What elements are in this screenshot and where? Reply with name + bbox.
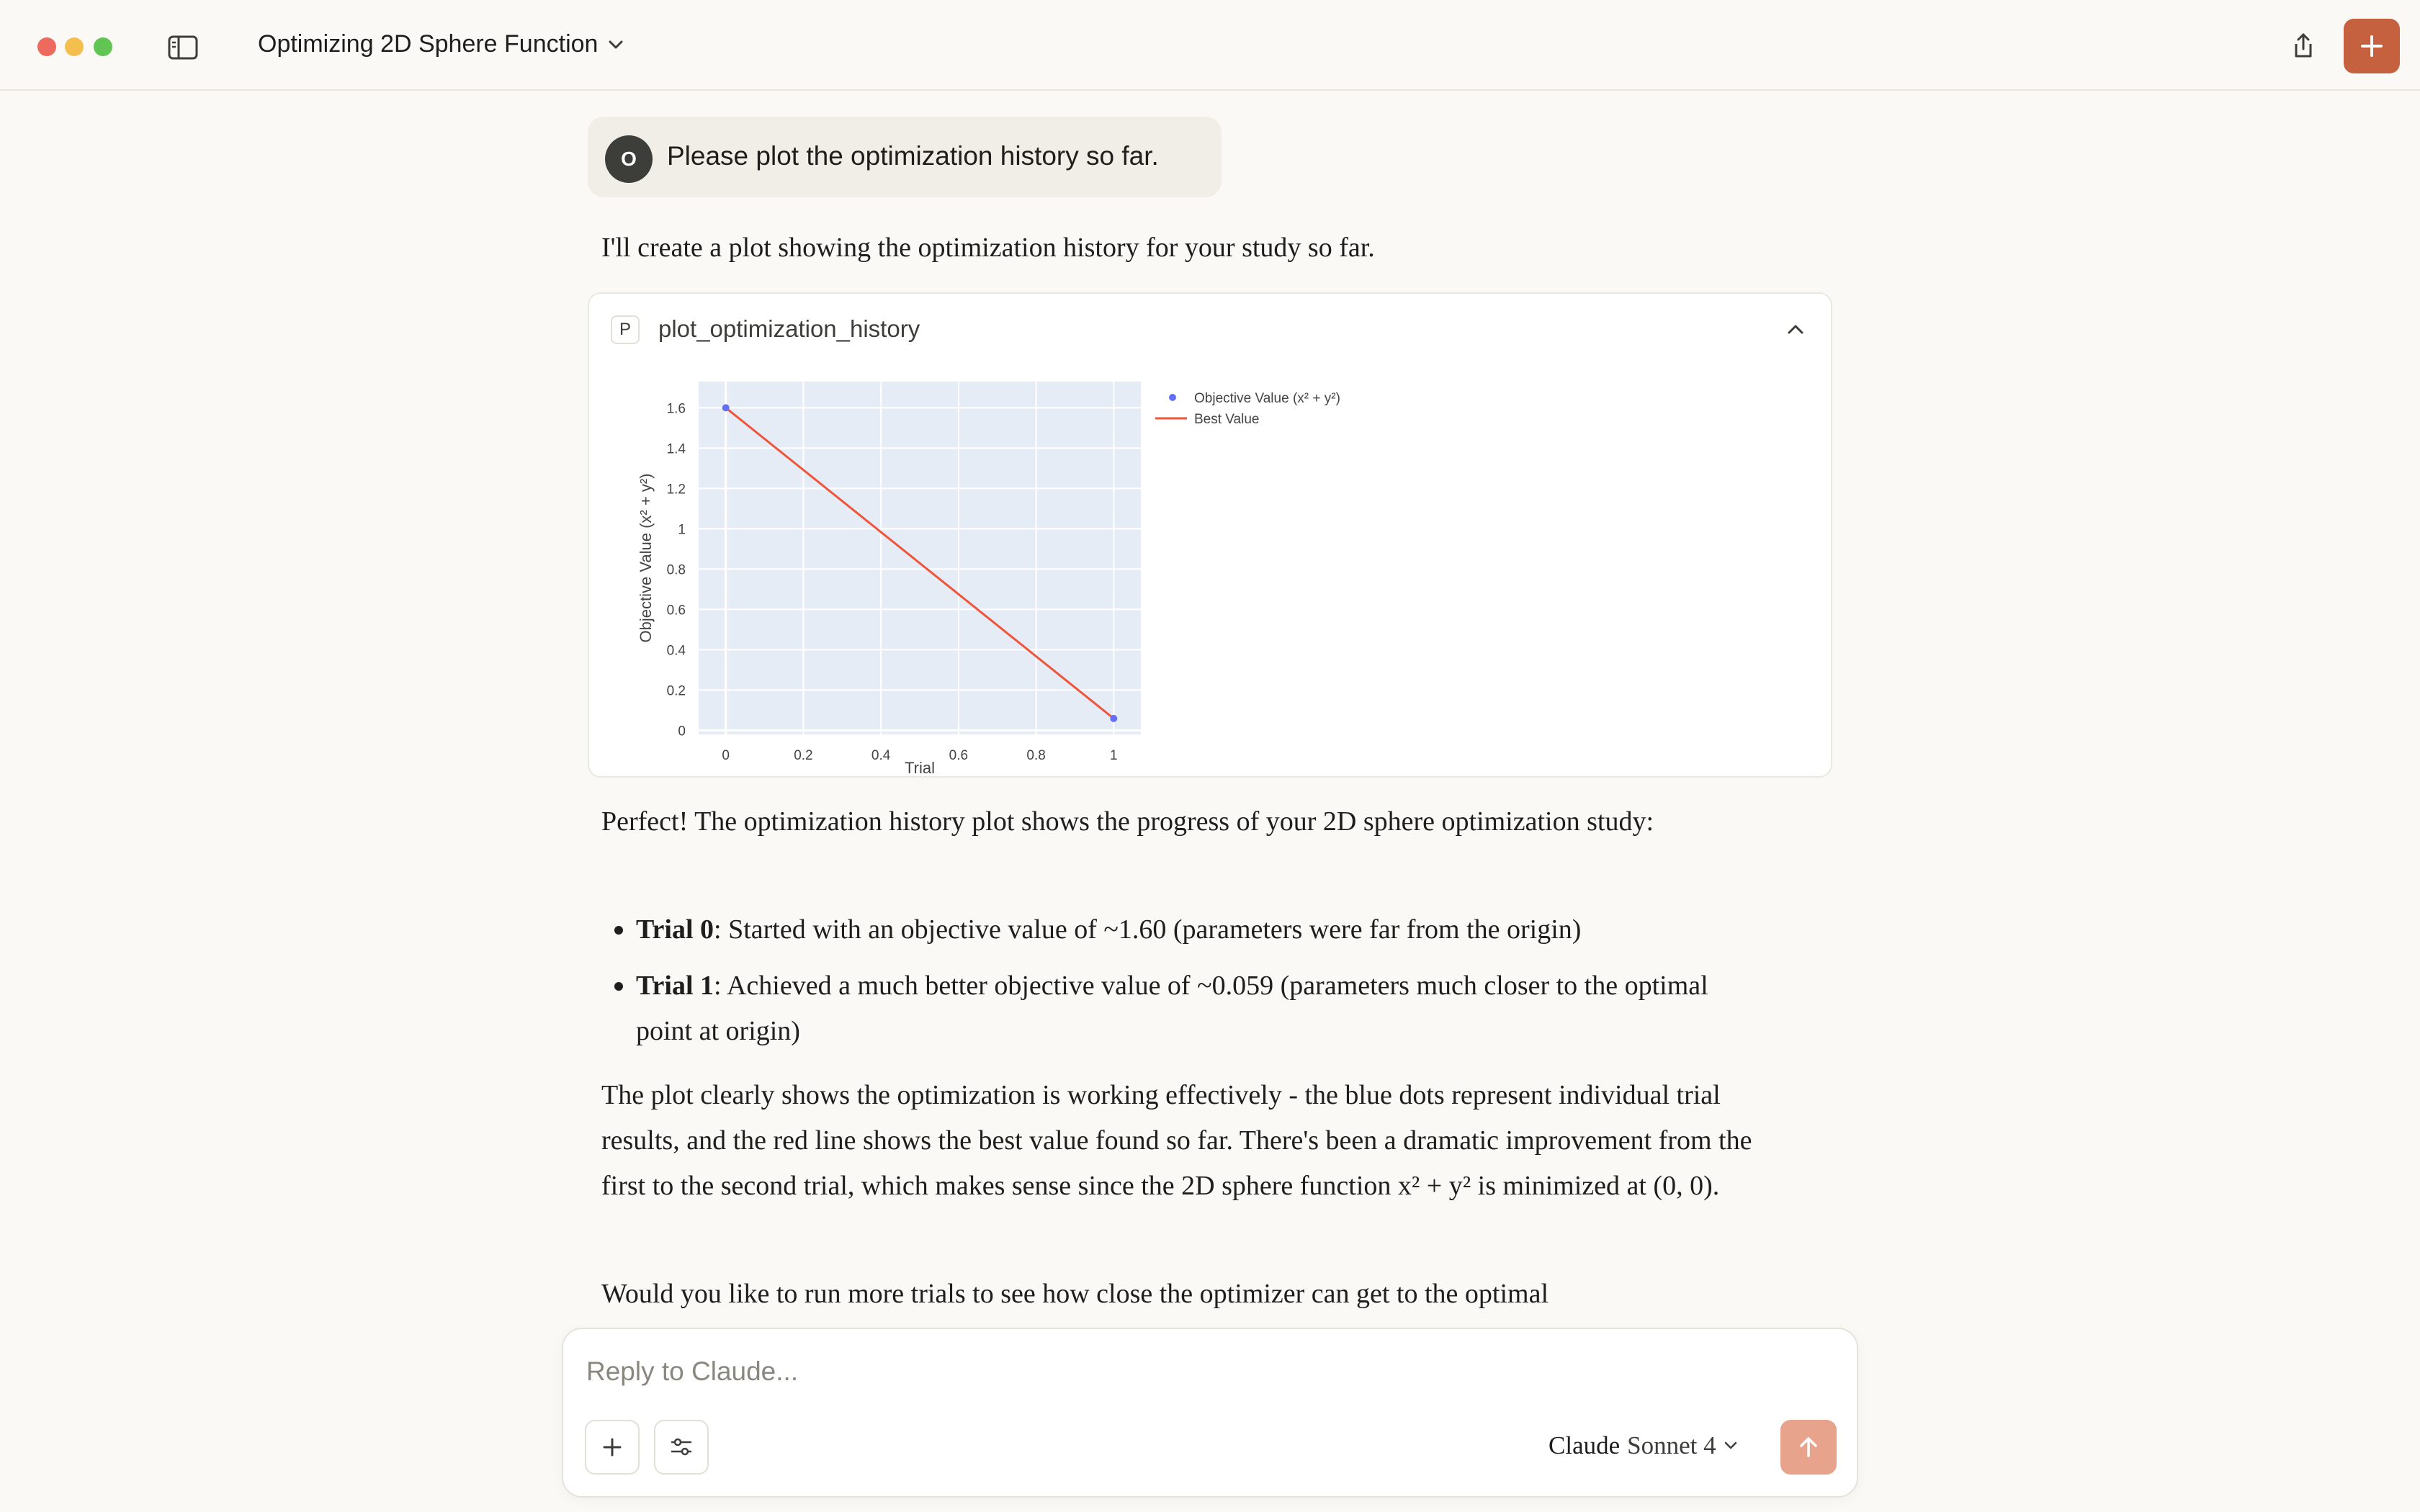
- plot-area: [699, 382, 1141, 734]
- tool-badge: P: [611, 315, 640, 344]
- trial-label: Trial 1: [636, 971, 714, 1001]
- list-item: [601, 963, 1761, 1054]
- x-tick-label: 0.6: [949, 748, 969, 763]
- objective-point[interactable]: [722, 404, 730, 411]
- objective-point[interactable]: [1110, 715, 1117, 722]
- x-tick-label: 0.2: [794, 748, 813, 763]
- avatar: O: [605, 135, 653, 183]
- minimize-window-button[interactable]: [65, 37, 84, 56]
- y-tick-label: 0: [678, 724, 686, 739]
- composer: [562, 1328, 1858, 1498]
- assistant-summary: Perfect! The optimization history plot shows the progress of your 2D sphere optimization study:: [601, 806, 1654, 837]
- y-tick-label: 0.4: [666, 643, 686, 659]
- y-axis-label: Objective Value (x² + y²): [637, 473, 655, 643]
- chevron-down-icon: [1724, 1441, 1738, 1450]
- plus-icon: [2359, 33, 2385, 59]
- y-tick-label: 1.6: [666, 401, 686, 417]
- model-name: Sonnet 4: [1627, 1431, 1716, 1459]
- reply-input[interactable]: [585, 1351, 1740, 1392]
- legend-label-objective[interactable]: Objective Value (x² + y²): [1194, 391, 1340, 406]
- x-tick-label: 1: [1110, 748, 1118, 763]
- trial-list: [601, 907, 1761, 1065]
- y-tick-label: 1.4: [666, 441, 686, 457]
- optimization-history-chart: [589, 294, 1831, 776]
- tool-result-card: [588, 292, 1832, 778]
- chevron-down-icon: [608, 40, 624, 50]
- sliders-icon: [670, 1436, 693, 1458]
- y-tick-label: 0.8: [666, 562, 686, 578]
- user-message-text: Please plot the optimization history so far.: [667, 141, 1159, 171]
- add-content-button[interactable]: [585, 1420, 640, 1475]
- list-item: [601, 907, 1761, 953]
- share-icon: [2290, 32, 2316, 60]
- trial-label: Trial 0: [636, 914, 714, 945]
- y-tick-label: 1: [678, 522, 686, 538]
- tool-name: plot_optimization_history: [658, 315, 920, 342]
- close-window-button[interactable]: [37, 37, 56, 56]
- x-axis-label: Trial: [905, 759, 935, 776]
- sidebar-toggle-icon[interactable]: [167, 35, 199, 60]
- x-tick-label: 0.8: [1026, 748, 1046, 763]
- plus-icon: [601, 1436, 623, 1458]
- assistant-explanation: The plot clearly shows the optimization is working effectively - the blue dots represent individual trial results, and the red line shows the best value found so far. There's been a dramatic improvement from the first to the second trial, which makes sense since the 2D sphere function x² + y² is minimized at (0, 0).: [601, 1080, 1752, 1201]
- y-tick-label: 0.6: [666, 603, 686, 618]
- assistant-question: Would you like to run more trials to see how close the optimizer can get to the optimal: [601, 1279, 1549, 1309]
- tools-button[interactable]: [654, 1420, 709, 1475]
- arrow-up-icon: [1796, 1435, 1821, 1459]
- x-tick-label: 0.4: [871, 748, 891, 763]
- title-bar: [0, 0, 2420, 91]
- legend-marker-objective: [1169, 394, 1176, 401]
- new-chat-button[interactable]: [2344, 19, 2400, 73]
- legend-label-best[interactable]: Best Value: [1194, 412, 1260, 427]
- model-selector[interactable]: [1549, 1431, 1738, 1460]
- send-button[interactable]: [1780, 1420, 1837, 1475]
- assistant-intro: I'll create a plot showing the optimization history for your study so far.: [601, 233, 1375, 263]
- x-tick-label: 0: [722, 748, 730, 763]
- y-tick-label: 1.2: [666, 482, 686, 498]
- zoom-window-button[interactable]: [94, 37, 112, 56]
- chat-title-dropdown[interactable]: [258, 30, 624, 58]
- user-message: [588, 117, 1222, 197]
- y-tick-label: 0.2: [666, 683, 686, 699]
- share-button[interactable]: [2285, 27, 2322, 65]
- model-brand: Claude: [1549, 1431, 1621, 1459]
- trial-description: : Achieved a much better objective value of ~0.059 (parameters much closer to the optimal point at origin): [636, 971, 1708, 1046]
- trial-description: : Started with an objective value of ~1.60 (parameters were far from the origin): [714, 914, 1582, 945]
- chat-title: Optimizing 2D Sphere Function: [258, 30, 599, 58]
